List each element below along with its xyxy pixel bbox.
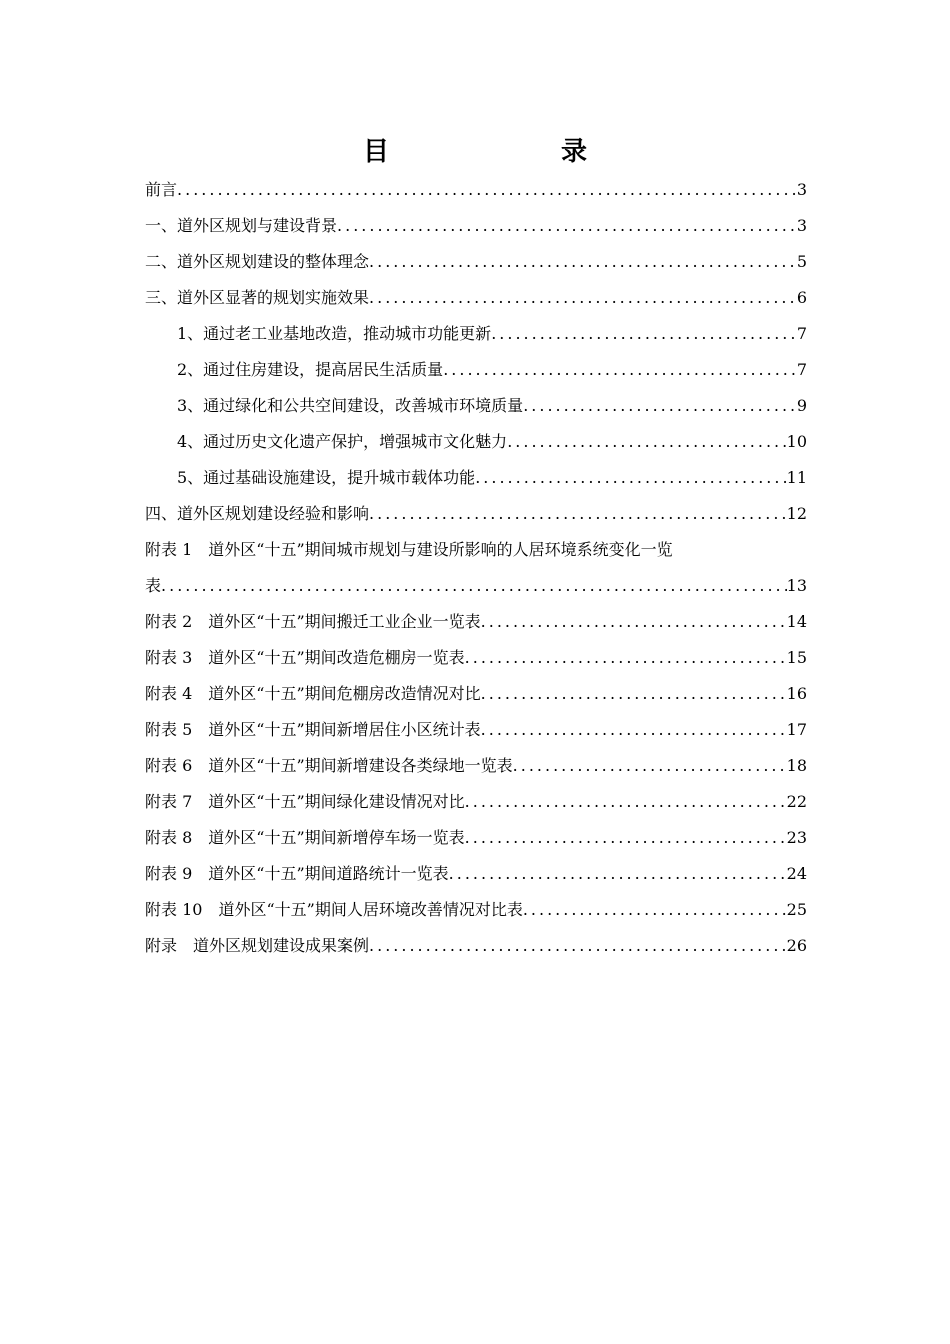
toc-entry-title: 道外区“十五”期间新增居住小区统计表 xyxy=(208,720,481,739)
toc-entry-label: 5、通过基础设施建设，提升城市载体功能 xyxy=(177,468,476,487)
toc-leader-dots xyxy=(523,892,787,928)
toc-leader-dots xyxy=(507,424,786,460)
toc-leader-dots xyxy=(369,244,797,280)
toc-page-number: 3 xyxy=(796,180,807,199)
toc-leader-dots xyxy=(369,280,797,316)
toc-leader-dots xyxy=(337,208,797,244)
toc-entry-appendix-table-3[interactable] xyxy=(145,640,807,676)
toc-page-number: 13 xyxy=(786,576,807,595)
toc-page-number: 3 xyxy=(796,216,807,235)
toc-entry-subsection-3-2[interactable] xyxy=(145,352,807,388)
toc-entry-title: 道外区“十五”期间绿化建设情况对比 xyxy=(208,792,465,811)
toc-page-number: 24 xyxy=(786,864,807,883)
toc-entry-appendix-table-8[interactable] xyxy=(145,820,807,856)
toc-leader-dots xyxy=(465,784,787,820)
toc-entry-label xyxy=(145,676,481,712)
toc-entry-label xyxy=(145,640,465,676)
toc-entry-label xyxy=(145,540,673,559)
toc-entry-appendix-table-1[interactable] xyxy=(145,532,807,604)
toc-page-number: 16 xyxy=(786,684,807,703)
toc-entry-label: 4、通过历史文化遗产保护，增强城市文化魅力 xyxy=(177,432,508,451)
toc-entry-prefix: 附表 4 xyxy=(145,684,193,703)
toc-entry-prefix: 附录 xyxy=(145,936,178,955)
toc-entry-title: 道外区“十五”期间人居环境改善情况对比表 xyxy=(218,900,523,919)
toc-entry-label xyxy=(145,604,481,640)
toc-page-number: 26 xyxy=(786,936,807,955)
toc-entry-appendix-table-9[interactable] xyxy=(145,856,807,892)
toc-entry-title: 道外区“十五”期间危棚房改造情况对比 xyxy=(208,684,481,703)
toc-entry-title: 道外区“十五”期间新增建设各类绿地一览表 xyxy=(208,756,513,775)
toc-entry-section-4[interactable] xyxy=(145,496,807,532)
toc-entry-subsection-3-1[interactable] xyxy=(145,316,807,352)
toc-entry-label: 1、通过老工业基地改造，推动城市功能更新 xyxy=(177,324,492,343)
toc-page-number: 9 xyxy=(796,396,807,415)
toc-leader-dots xyxy=(481,676,787,712)
toc-entry-label: 二、道外区规划建设的整体理念 xyxy=(145,252,370,271)
toc-page-number: 25 xyxy=(786,900,807,919)
toc-entry-label xyxy=(145,928,369,964)
toc-entry-label: 3、通过绿化和公共空间建设，改善城市环境质量 xyxy=(177,396,524,415)
toc-entry-appendix-table-5[interactable] xyxy=(145,712,807,748)
toc-entry-label: 前言 xyxy=(145,180,178,199)
toc-entry-title: 道外区“十五”期间搬迁工业企业一览表 xyxy=(208,612,481,631)
toc-entry-label: 一、道外区规划与建设背景 xyxy=(145,216,338,235)
toc-entry-title: 道外区“十五”期间改造危棚房一览表 xyxy=(208,648,465,667)
toc-leader-dots xyxy=(369,928,787,964)
toc-page-number: 17 xyxy=(786,720,807,739)
toc-entry-label: 三、道外区显著的规划实施效果 xyxy=(145,288,370,307)
toc-entry-subsection-3-4[interactable] xyxy=(145,424,807,460)
toc-entry-label xyxy=(145,784,465,820)
toc-entry-appendix-table-7[interactable] xyxy=(145,784,807,820)
toc-entry-appendix-table-4[interactable] xyxy=(145,676,807,712)
toc-leader-dots xyxy=(523,388,797,424)
toc-leader-dots xyxy=(513,748,787,784)
toc-entry-label xyxy=(145,856,449,892)
toc-page-number: 15 xyxy=(786,648,807,667)
toc-page-number: 10 xyxy=(786,432,807,451)
toc-page-number: 7 xyxy=(796,360,807,379)
toc-leader-dots xyxy=(177,172,797,208)
toc-entry-label xyxy=(145,820,465,856)
toc-entry-label xyxy=(145,892,523,928)
toc-entry-title: 道外区“十五”期间新增停车场一览表 xyxy=(208,828,465,847)
toc-entry-appendix-table-6[interactable] xyxy=(145,748,807,784)
toc-entry-prefix: 附表 1 xyxy=(145,540,193,559)
toc-entry-prefix: 附表 9 xyxy=(145,864,193,883)
toc-title: 目 录 xyxy=(362,137,627,167)
toc-page-number: 5 xyxy=(796,252,807,271)
toc-entry-subsection-3-5[interactable] xyxy=(145,460,807,496)
toc-entry-prefix: 附表 10 xyxy=(145,900,203,919)
toc-entry-section-1[interactable] xyxy=(145,208,807,244)
toc-leader-dots xyxy=(465,640,787,676)
toc-entry-appendix-table-2[interactable] xyxy=(145,604,807,640)
toc-page-number: 6 xyxy=(796,288,807,307)
toc-leader-dots xyxy=(465,820,787,856)
toc-leader-dots xyxy=(449,856,787,892)
toc-page-number: 12 xyxy=(786,504,807,523)
toc-page-number: 23 xyxy=(786,828,807,847)
toc-leader-dots xyxy=(369,496,787,532)
toc-entry-prefix: 附表 3 xyxy=(145,648,193,667)
toc-entry-label-line2: 表 xyxy=(145,576,162,595)
toc-entry-appendix-table-10[interactable] xyxy=(145,892,807,928)
toc-entry-label: 2、通过住房建设，提高居民生活质量 xyxy=(177,360,444,379)
toc-entry-section-2[interactable] xyxy=(145,244,807,280)
toc-entry-label-line1: 道外区“十五”期间城市规划与建设所影响的人居环境系统变化一览 xyxy=(208,540,673,559)
toc-page-number: 11 xyxy=(786,468,807,487)
toc-entry-prefix: 附表 6 xyxy=(145,756,193,775)
toc-leader-dots xyxy=(481,604,787,640)
toc-page-number: 7 xyxy=(796,324,807,343)
toc-entry-label xyxy=(145,748,513,784)
toc-entry-prefix: 附表 2 xyxy=(145,612,193,631)
toc-entry-section-3[interactable] xyxy=(145,280,807,316)
toc-entry-prefix: 附表 7 xyxy=(145,792,193,811)
toc-entry-label xyxy=(145,712,481,748)
toc-entry-appendix[interactable] xyxy=(145,928,807,964)
toc-entry-prefix: 附表 5 xyxy=(145,720,193,739)
toc-page-number: 14 xyxy=(786,612,807,631)
toc-list xyxy=(145,172,807,964)
toc-leader-dots xyxy=(161,568,787,604)
toc-leader-dots xyxy=(481,712,787,748)
toc-leader-dots xyxy=(443,352,797,388)
toc-page-number: 22 xyxy=(786,792,807,811)
toc-entry-label: 四、道外区规划建设经验和影响 xyxy=(145,504,370,523)
toc-entry-prefix: 附表 8 xyxy=(145,828,193,847)
toc-entry-title: 道外区“十五”期间道路统计一览表 xyxy=(208,864,449,883)
toc-leader-dots xyxy=(491,316,797,352)
toc-entry-title: 道外区规划建设成果案例 xyxy=(193,936,370,955)
toc-entry-preface[interactable] xyxy=(145,172,807,208)
toc-leader-dots xyxy=(475,460,786,496)
toc-page-number: 18 xyxy=(786,756,807,775)
toc-entry-subsection-3-3[interactable] xyxy=(145,388,807,424)
